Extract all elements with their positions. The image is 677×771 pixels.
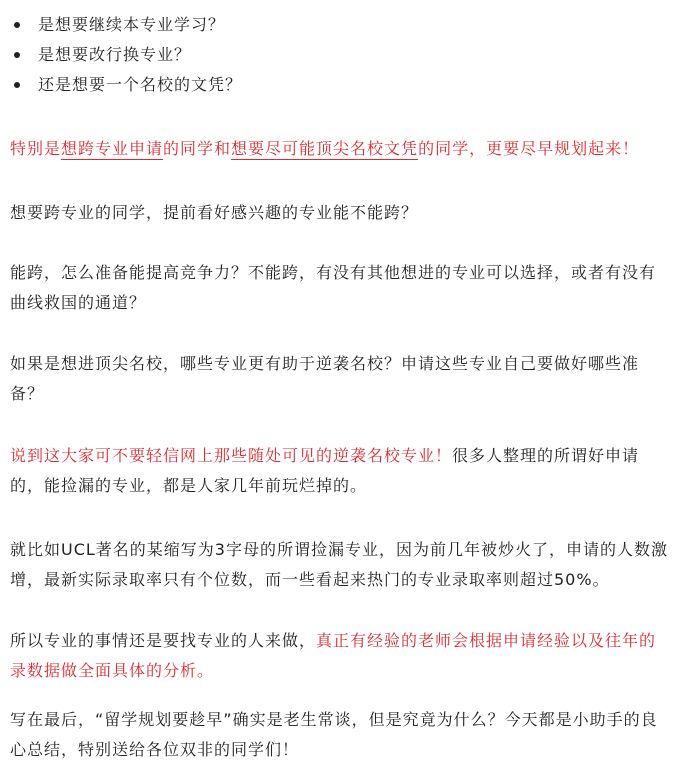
paragraph-warning xyxy=(10,441,670,501)
question-list xyxy=(10,10,242,100)
text-segment: 所以专业的事情还是要找专业的人来做， xyxy=(10,631,317,650)
text-segment: 的同学和 xyxy=(163,139,232,158)
list-item-text: 是想要继续本专业学习？ xyxy=(38,15,226,34)
paragraph-cross-major: 想要跨专业的同学，提前看好感兴趣的专业能不能跨？ xyxy=(10,203,419,222)
list-item xyxy=(10,10,242,40)
paragraph-top-school: 如果是想进顶尖名校，哪些专业更有助于逆袭名校？申请这些专业自己要做好哪些准备？ xyxy=(10,354,640,403)
list-item xyxy=(10,70,242,100)
text-segment: 特别是 xyxy=(10,139,62,158)
bullet-icon xyxy=(14,52,20,58)
underlined-phrase-top-school: 想要尽可能顶尖名校文凭 xyxy=(231,139,419,158)
paragraph-competitiveness: 能跨，怎么准备能提高竞争力？不能跨，有没有其他想进的专业可以选择，或者有没有曲线救国的通道？ xyxy=(10,263,657,312)
underlined-phrase-cross-major: 想跨专业申请 xyxy=(61,139,164,158)
highlight-text: 真正有经验的老师会根据申请经验以及往年的录数据做全面具体的分析。 xyxy=(10,631,657,680)
text-segment: 的同学，更要尽早规划起来！ xyxy=(418,139,640,158)
paragraph-expert-advice xyxy=(10,626,670,686)
bullet-icon xyxy=(14,82,20,88)
warning-text: 说到这大家可不要轻信网上那些随处可见的逆袭名校专业！ xyxy=(10,446,453,465)
bullet-icon xyxy=(14,22,20,28)
list-item xyxy=(10,40,242,70)
list-item-text: 还是想要一个名校的文凭？ xyxy=(38,75,243,94)
paragraph-ucl-example: 就比如UCL著名的某缩写为3字母的所谓捡漏专业，因为前几年被炒火了，申请的人数激增，最新实际录取率只有个位数，而一些看起来热门的专业录取率则超过50%。 xyxy=(10,540,668,589)
text-segment: 很多人整理的所谓好申请的，能捡漏的专业，都是人家几年前玩烂掉的。 xyxy=(10,446,640,495)
paragraph-conclusion: 写在最后，“留学规划要趁早”确实是老生常谈，但是究竟为什么？今天都是小助手的良心总结，特别送给各位双非的同学们！ xyxy=(10,710,658,759)
paragraph-planning-highlight xyxy=(10,134,670,164)
list-item-text: 是想要改行换专业？ xyxy=(38,45,192,64)
